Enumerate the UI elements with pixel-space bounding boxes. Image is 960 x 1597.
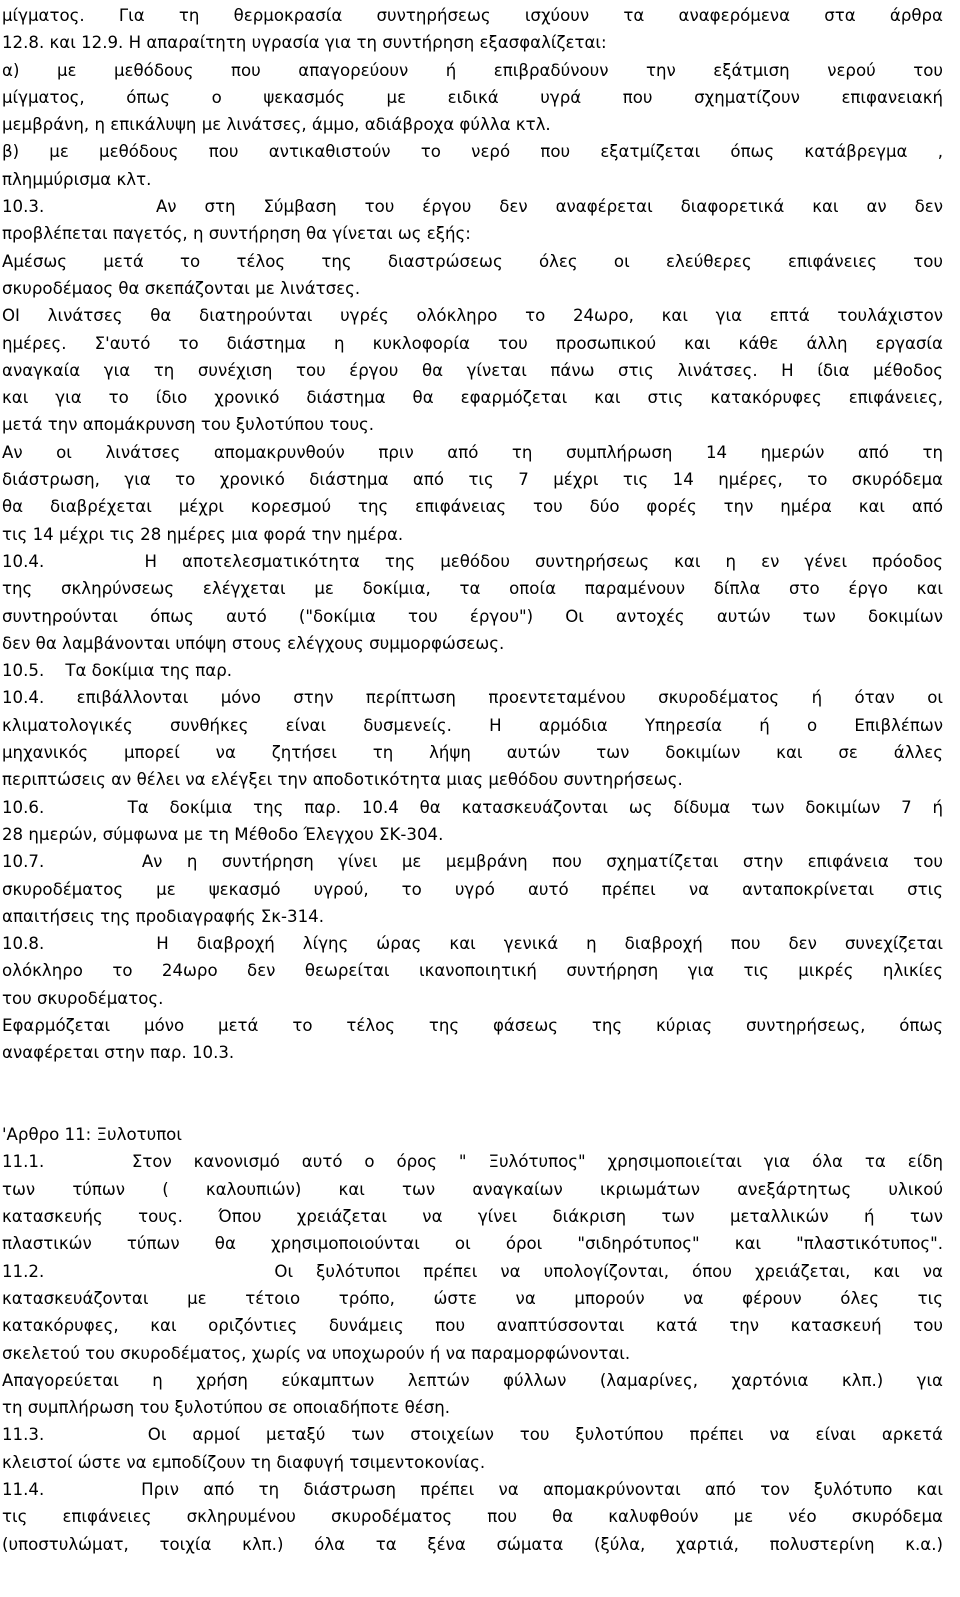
text-line: κλειστοί ώστε να εμποδίζουν τη διαφυγή τσιμεντοκονίας. [2, 1452, 486, 1472]
text-line: κατακόρυφες, και οριζόντιες δυνάμεις που αναπτύσσονται κατά την κατασκευή του [2, 1316, 943, 1336]
text-line: διάστρωση, για το χρονικό διάστημα από τις 7 μέχρι τις 14 ημέρες, το σκυρόδεμα [2, 470, 943, 490]
text-line: απαιτήσεις της προδιαγραφής Σκ-314. [2, 906, 324, 926]
text-line: α) με μεθόδους που απαγορεύουν ή επιβραδύνουν την εξάτμιση νερού του [2, 60, 943, 80]
text-line: αναφέρεται στην παρ. 10.3. [2, 1043, 235, 1063]
text-line: 10.7. Αν η συντήρηση γίνει με μεμβράνη που σχηματίζεται στην επιφάνεια του [2, 852, 943, 872]
text-line: 10.6. Τα δοκίμια της παρ. 10.4 θα κατασκευάζονται ως δίδυμα των δοκιμίων 7 ή [2, 797, 943, 817]
text-line: του σκυροδέματος. [2, 988, 164, 1008]
blank-gap [2, 1067, 943, 1122]
text-line: ολόκληρο το 24ωρο δεν θεωρείται ικανοποιητική συντήρηση για τις μικρές ηλικίες [2, 961, 943, 981]
text-line: σκυροδέμαος θα σκεπάζονται με λινάτσες. [2, 278, 361, 298]
text-line: 10.8. Η διαβροχή λίγης ώρας και γενικά η διαβροχή που δεν συνεχίζεται [2, 934, 943, 954]
text-line: 10.3. Αν στη Σύμβαση του έργου δεν αναφέρεται διαφορετικά και αν δεν [2, 197, 943, 217]
text-line: μεμβράνη, η επικάλυψη με λινάτσες, άμμο, αδιάβροχα φύλλα κτλ. [2, 115, 551, 135]
text-line: μετά την απομάκρυνση του ξυλοτύπου τους. [2, 415, 375, 435]
text-line: 11.4. Πριν από τη διάστρωση πρέπει να απομακρύνονται από τον ξυλότυπο και [2, 1480, 943, 1500]
text-line: κατασκευής τους. Όπου χρειάζεται να γίνει διάκριση των μεταλλικών ή των [2, 1207, 943, 1227]
text-line: τις επιφάνειες σκληρυμένου σκυροδέματος που θα καλυφθούν με νέο σκυρόδεμα [2, 1507, 943, 1527]
text-line: (υποστυλώματ, τοιχία κλπ.) όλα τα ξένα σώματα (ξύλα, χαρτιά, πολυστερίνη κ.α.) [2, 1534, 943, 1554]
text-line: Αμέσως μετά το τέλος της διαστρώσεως όλες οι ελεύθερες επιφάνειες του [2, 251, 943, 271]
text-line: συντηρούνται όπως αυτό ("δοκίμια του έργου") Οι αντοχές αυτών των δοκιμίων [2, 606, 943, 626]
text-line: σκελετού του σκυροδέματος, χωρίς να υποχωρούν ή να παραμορφώνονται. [2, 1343, 631, 1363]
text-line: μίγματος. Για τη θερμοκρασία συντηρήσεως ισχύουν τα αναφερόμενα στα άρθρα [2, 6, 943, 25]
text-line: πλημμύρισμα κλτ. [2, 169, 152, 189]
text-line: σκυροδέματος με ψεκασμό υγρού, το υγρό αυτό πρέπει να ανταποκρίνεται στις [2, 879, 943, 899]
text-line: μηχανικός μπορεί να ζητήσει τη λήψη αυτών των δοκιμίων και σε άλλες [2, 743, 943, 763]
text-line: Εφαρμόζεται μόνο μετά το τέλος της φάσεως της κύριας συντηρήσεως, όπως [2, 1015, 943, 1035]
text-line: της σκληρύνσεως ελέγχεται με δοκίμια, τα οποία παραμένουν δίπλα στο έργο και [2, 579, 943, 599]
text-line: Απαγορεύεται η χρήση εύκαμπτων λεπτών φύλλων (λαμαρίνες, χαρτόνια κλπ.) για [2, 1370, 943, 1390]
text-line: κλιματολογικές συνθήκες είναι δυσμενείς. Η αρμόδια Υπηρεσία ή ο Επιβλέπων [2, 715, 943, 735]
text-line: 'Αρθρο 11: Ξυλοτυποι [2, 1125, 182, 1145]
text-line: β) με μεθόδους που αντικαθιστούν το νερό που εξατμίζεται όπως κατάβρεγμα , [2, 142, 943, 162]
text-line: τη συμπλήρωση του ξυλοτύπου σε οποιαδήποτε θέση. [2, 1398, 451, 1418]
text-line: 10.4. Η αποτελεσματικότητα της μεθόδου συντηρήσεως και η εν γένει πρόοδος [2, 551, 943, 571]
text-line: και για το ίδιο χρονικό διάστημα θα εφαρμόζεται και στις κατακόρυφες επιφάνειες, [2, 388, 943, 408]
text-line: πλαστικών τύπων θα χρησιμοποιούνται οι όροι "σιδηρότυπος" και "πλαστικότυπος". [2, 1234, 943, 1254]
text-line: 11.3. Οι αρμοί μεταξύ των στοιχείων του ξυλοτύπου πρέπει να είναι αρκετά [2, 1425, 943, 1445]
text-line: αναγκαία για τη συνέχιση του έργου θα γίνεται πάνω στις λινάτσες. Η ίδια μέθοδος [2, 360, 943, 380]
text-line: τις 14 μέχρι τις 28 ημέρες μια φορά την ημέρα. [2, 524, 404, 544]
text-line: 12.8. και 12.9. Η απαραίτητη υγρασία για τη συντήρηση εξασφαλίζεται: [2, 33, 607, 53]
text-line: 11.1. Στον κανονισμό αυτό ο όρος " Ξυλότυπος" χρησιμοποιείται για όλα τα είδη [2, 1152, 943, 1172]
text-line: ΟΙ λινάτσες θα διατηρούνται υγρές ολόκληρο το 24ωρο, και για επτά τουλάχιστον [2, 306, 943, 326]
text-line: Αν οι λινάτσες απομακρυνθούν πριν από τη συμπλήρωση 14 ημερών από τη [2, 442, 943, 462]
text-line: 28 ημερών, σύμφωνα με τη Μέθοδο Έλεγχου ΣΚ-304. [2, 824, 444, 844]
text-line: θα διαβρέχεται μέχρι κορεσμού της επιφάνειας του δύο φορές την ημέρα και από [2, 497, 943, 517]
text-line: των τύπων ( καλουπιών) και των αναγκαίων ικριωμάτων ανεξάρτητως υλικού [2, 1179, 943, 1199]
text-line: δεν θα λαμβάνονται υπόψη στους ελέγχους συμμορφώσεως. [2, 633, 505, 653]
text-line: 10.4. επιβάλλονται μόνο στην περίπτωση προεντεταμένου σκυροδέματος ή όταν οι [2, 688, 943, 708]
text-line: προβλέπεται παγετός, η συντήρηση θα γίνεται ως εξής: [2, 224, 471, 244]
text-line: κατασκευάζονται με τέτοιο τρόπο, ώστε να μπορούν να φέρουν όλες τις [2, 1288, 943, 1308]
text-line: 10.5. Τα δοκίμια της παρ. [2, 661, 233, 681]
text-line: 11.2. Οι ξυλότυποι πρέπει να υπολογίζονται, όπου χρειάζεται, και να [2, 1261, 943, 1281]
text-line: μίγματος, όπως ο ψεκασμός με ειδικά υγρά που σχηματίζουν επιφανειακή [2, 87, 943, 107]
text-line: ημέρες. Σ'αυτό το διάστημα η κυκλοφορία του προσωπικού και κάθε άλλη εργασία [2, 333, 943, 353]
text-line: περιπτώσεις αν θέλει να ελέγξει την αποδοτικότητα μιας μεθόδου συντηρήσεως. [2, 770, 683, 790]
